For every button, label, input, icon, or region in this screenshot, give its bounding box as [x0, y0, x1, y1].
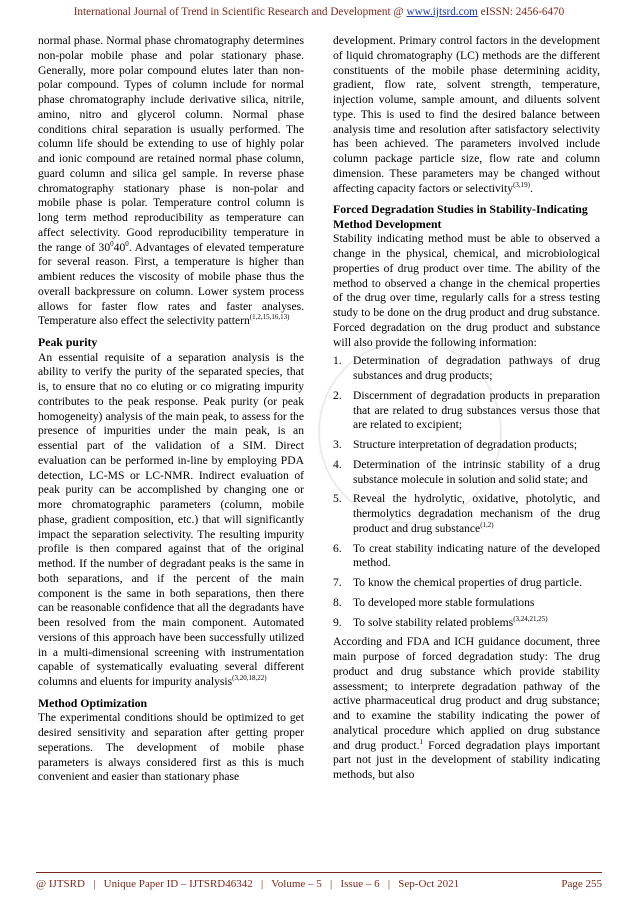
paragraph-stability-indicating: Stability indicating method must be able to observed a change in the physical, chemical, and microbiological properties of drug product over time. The ability of the method to observed a change in the chemical properties of the drug over time, regularly calls for a stress testing study to be done on the drug product and drug substance. Forced degradation on the drug product and substance will also provide the following information:: [333, 232, 600, 349]
list-item: 3. Structure interpretation of degradation products;: [333, 438, 578, 451]
list-item: 9. To solve stability related problems$^{(3,24,21,25)}$: [333, 614, 548, 629]
list-item: 8. To developed more stable formulations: [333, 595, 535, 609]
footer-paper-info: @ IJTSRD | Unique Paper ID – IJTSRD46342 | Volume – 5 | Issue – 6 | Sep-Oct 2021: [36, 878, 460, 890]
journal-name: International Journal of Trend in Scientific Research and Development @: [73, 6, 407, 18]
left-column: [38, 34, 304, 789]
list-item: 1. Determination of degradation pathways of drug substances and drug products;: [333, 354, 600, 382]
heading-method-optimization: Method Optimization: [38, 695, 148, 710]
issn: eISSN: 2456-6470: [477, 6, 565, 18]
page-number: Page 255: [561, 878, 602, 890]
heading-forced-degradation: Forced Degradation Studies in Stability-Indicating Method Development: [333, 202, 588, 231]
paragraph-fda-ich: According and FDA and ICH guidance document, three main purpose of forced degradation study: The drug product and drug substance which provide stability assessment; to interprete degradation pathway of the active pharmaceutical drug product and drug substance; and to examine the stability indicating the power of analytical procedure which applied on drug substance and drug product.$^1$ Forced degradation plays important part not just in the development of stability indicating methods, but also: [333, 635, 600, 781]
right-column: [333, 34, 600, 787]
information-list: [333, 354, 600, 630]
running-header: [0, 6, 638, 18]
journal-url-link[interactable]: www.ijtsrd.com: [406, 6, 478, 18]
paragraph-temperature: normal phase. Normal phase chromatography determines non-polar mobile phase and polar stationary phase. Generally, more polar compound elutes later than non-polar compound. Types of column include for normal phase chromatography include derivative silica, nitrile, amino, nitro and glycerol column. Normal phase conditions chiral separation is usually performed. The column life should be extending to use of highly polar and ionic compound are retained normal phase column, guard column and silica gel sample. In reverse phase chromatography stationary phase is non-polar and mobile phase is polar. Temperature control column is long term method reproducibility as temperature can affect selectivity. Good reproducibility temperature in the range of $30^040^0$. Advantages of elevated temperature for several reason. First, a temperature is higher than ambient reduces the viscosity of mobile phase thus the overall backpressure on column. Lower system process allows for faster flow rates and faster analyses. Temperature also effect the selectivity pattern$^{(1,2,15,16,13)}$: [38, 34, 304, 328]
paragraph-method-optimization: The experimental conditions should be optimized to get desired sensitivity and separation after getting proper seperations. The development of mobile phase parameters is always considered first as this is much convenient and easier than stationary phase: [38, 711, 304, 784]
list-item: 5. Reveal the hydrolytic, oxidative, photolytic, and thermolytics degradation mechanism of the drug product and drug substance$^{(1,2)}$: [333, 492, 600, 535]
page-footer: [36, 878, 602, 890]
list-item: 4. Determination of the intrinsic stability of a drug substance molecule in solution and solid state; and: [333, 457, 600, 486]
list-item: 7. To know the chemical properties of drug particle.: [333, 576, 583, 589]
footer-divider: [36, 872, 602, 873]
list-item: 2. Discernment of degradation products in preparation that are related to drug substances versus those that are related to excipient;: [333, 388, 600, 432]
paragraph-development: development. Primary control factors in the development of liquid chromatography (LC) methods are the different constituents of the mobile phase determining acidity, gradient, flow rate, solvent strength, temperature, injection volume, sample amount, and diluents solvent type. This is used to find the desired balance between analysis time and resolution after satisfactory selectivity has been achieved. The parameters involved include column package particle size, flow rate and column dimension. These parameters may be changed without affecting capacity factors or selectivity$^{(3,19)}$.: [333, 34, 600, 195]
paragraph-peak-purity: An essential requisite of a separation analysis is the ability to verify the purity of the separated species, that is, to ensure that no co eluting or co migrating impurity contributes to the peak response. Peak purity (or peak homogeneity) analysis of the main peak, to assess for the presence of impurities under the main peak, is an essential part of the validation of a SIM. Direct evaluation can be performed in-line by employing PDA detection, LC-MS or LC-NMR. Indirect evaluation of peak purity can be accomplished by changing one or more chromatographic parameters (column, mobile phase, gradient composition, etc.) that will significantly impact the separation selectivity. The resulting impurity profile is then compared against that of the original method. If the number of degradant peaks is the same in both separations, and if the percent of the main component is the same in both separations, then there can be reasonable confidence that all the degradants have been resolved from the main component. Automated versions of this approach have been successfully utilized in a multi-dimensional screening with instrumentation capable of systematically evaluating several different columns and eluents for impurity analysis$^{(3,20,18,22)}$: [38, 350, 304, 688]
heading-peak-purity: Peak purity: [38, 335, 98, 349]
list-item: 6. To creat stability indicating nature of the developed method.: [333, 541, 600, 570]
